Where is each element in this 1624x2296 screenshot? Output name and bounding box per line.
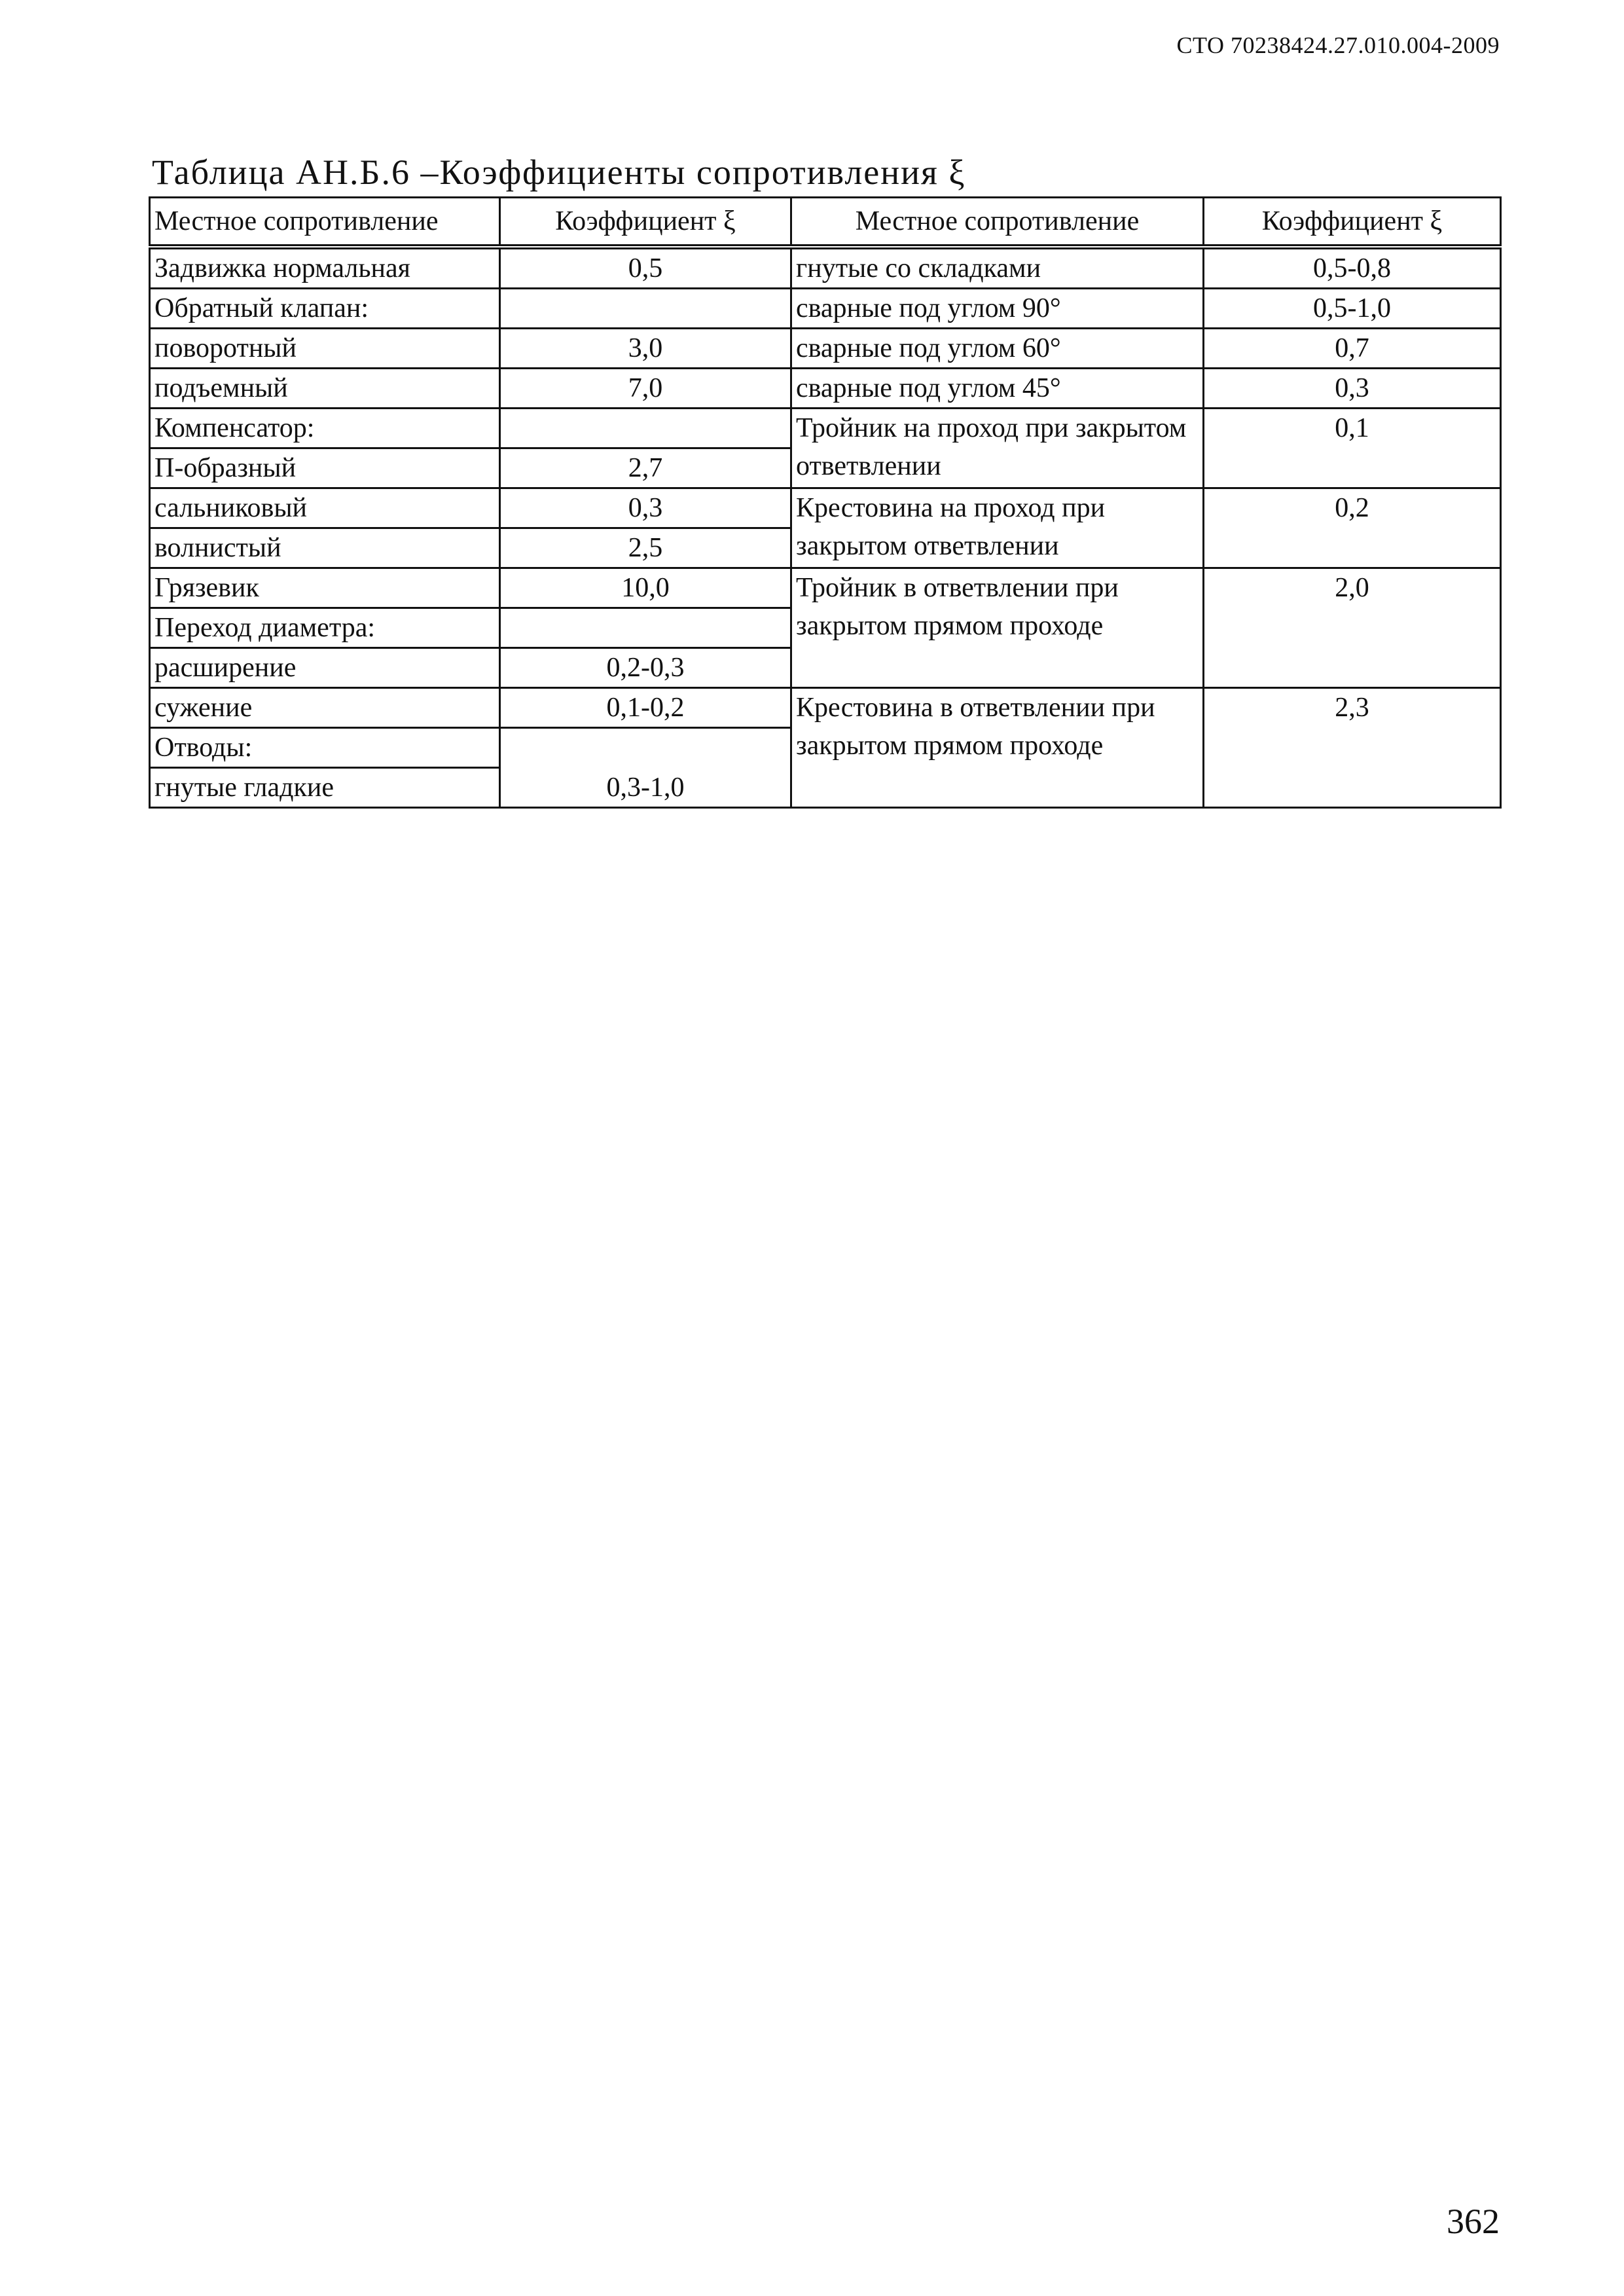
left-name-cell: Отводы: bbox=[150, 728, 500, 768]
left-name-cell: гнутые гладкие bbox=[150, 768, 500, 808]
resistance-coefficients-table bbox=[149, 196, 1502, 809]
right-value-cell: 0,2 bbox=[1204, 488, 1501, 568]
left-name-cell: подъемный bbox=[150, 369, 500, 409]
left-name-cell: сальниковый bbox=[150, 488, 500, 528]
right-value-cell: 0,1 bbox=[1204, 409, 1501, 488]
table-caption: Таблица АН.Б.6 –Коэффициенты сопротивления ξ bbox=[152, 153, 966, 192]
left-name-cell: расширение bbox=[150, 648, 500, 688]
page-number: 362 bbox=[1447, 2202, 1500, 2241]
left-name-cell: Обратный клапан: bbox=[150, 289, 500, 329]
right-name-cell: Тройник на проход при закрытом ответвлении bbox=[791, 409, 1204, 488]
left-name-cell: поворотный bbox=[150, 329, 500, 369]
table-row bbox=[150, 488, 1501, 528]
header-local-resistance-left: Местное сопротивление bbox=[150, 198, 500, 247]
header-local-resistance-right: Местное сопротивление bbox=[791, 198, 1204, 247]
left-value-cell: 0,2-0,3 bbox=[500, 648, 791, 688]
right-value-cell: 2,0 bbox=[1204, 568, 1501, 688]
table-row bbox=[150, 568, 1501, 608]
right-value-cell: 0,5-1,0 bbox=[1204, 289, 1501, 329]
left-value-cell bbox=[500, 409, 791, 448]
header-coefficient-right: Коэффициент ξ bbox=[1204, 198, 1501, 247]
table-row bbox=[150, 247, 1501, 289]
right-value-cell: 0,7 bbox=[1204, 329, 1501, 369]
left-value-cell: 3,0 bbox=[500, 329, 791, 369]
left-value-cell bbox=[500, 289, 791, 329]
right-name-cell: Крестовина в ответвлении при закрытом прямом проходе bbox=[791, 688, 1204, 808]
table-row bbox=[150, 289, 1501, 329]
right-name-cell: Тройник в ответвлении при закрытом прямом проходе bbox=[791, 568, 1204, 688]
right-name-cell: гнутые со складками bbox=[791, 247, 1204, 289]
left-value-cell: 10,0 bbox=[500, 568, 791, 608]
table-row bbox=[150, 688, 1501, 728]
left-name-cell: Грязевик bbox=[150, 568, 500, 608]
table-row bbox=[150, 409, 1501, 448]
left-value-cell: 2,7 bbox=[500, 448, 791, 488]
left-value-cell: 2,5 bbox=[500, 528, 791, 568]
right-name-cell: Крестовина на проход при закрытом ответвлении bbox=[791, 488, 1204, 568]
right-value-cell: 0,3 bbox=[1204, 369, 1501, 409]
left-value-cell bbox=[500, 608, 791, 648]
document-code: СТО 70238424.27.010.004-2009 bbox=[1176, 32, 1500, 58]
left-name-cell: Задвижка нормальная bbox=[150, 247, 500, 289]
left-value-cell: 0,1-0,2 bbox=[500, 688, 791, 728]
left-value-cell: 7,0 bbox=[500, 369, 791, 409]
left-value-cell: 0,3 bbox=[500, 488, 791, 528]
left-name-cell: Переход диаметра: bbox=[150, 608, 500, 648]
table-header-row bbox=[150, 198, 1501, 247]
right-value-cell: 2,3 bbox=[1204, 688, 1501, 808]
right-name-cell: сварные под углом 60° bbox=[791, 329, 1204, 369]
table-row bbox=[150, 329, 1501, 369]
left-name-cell: волнистый bbox=[150, 528, 500, 568]
right-value-cell: 0,5-0,8 bbox=[1204, 247, 1501, 289]
right-name-cell: сварные под углом 90° bbox=[791, 289, 1204, 329]
left-name-cell: сужение bbox=[150, 688, 500, 728]
left-value-cell: 0,5 bbox=[500, 247, 791, 289]
right-name-cell: сварные под углом 45° bbox=[791, 369, 1204, 409]
header-coefficient-left: Коэффициент ξ bbox=[500, 198, 791, 247]
left-name-cell: П-образный bbox=[150, 448, 500, 488]
left-value-cell: 0,3-1,0 bbox=[500, 728, 791, 808]
table-row bbox=[150, 369, 1501, 409]
left-name-cell: Компенсатор: bbox=[150, 409, 500, 448]
